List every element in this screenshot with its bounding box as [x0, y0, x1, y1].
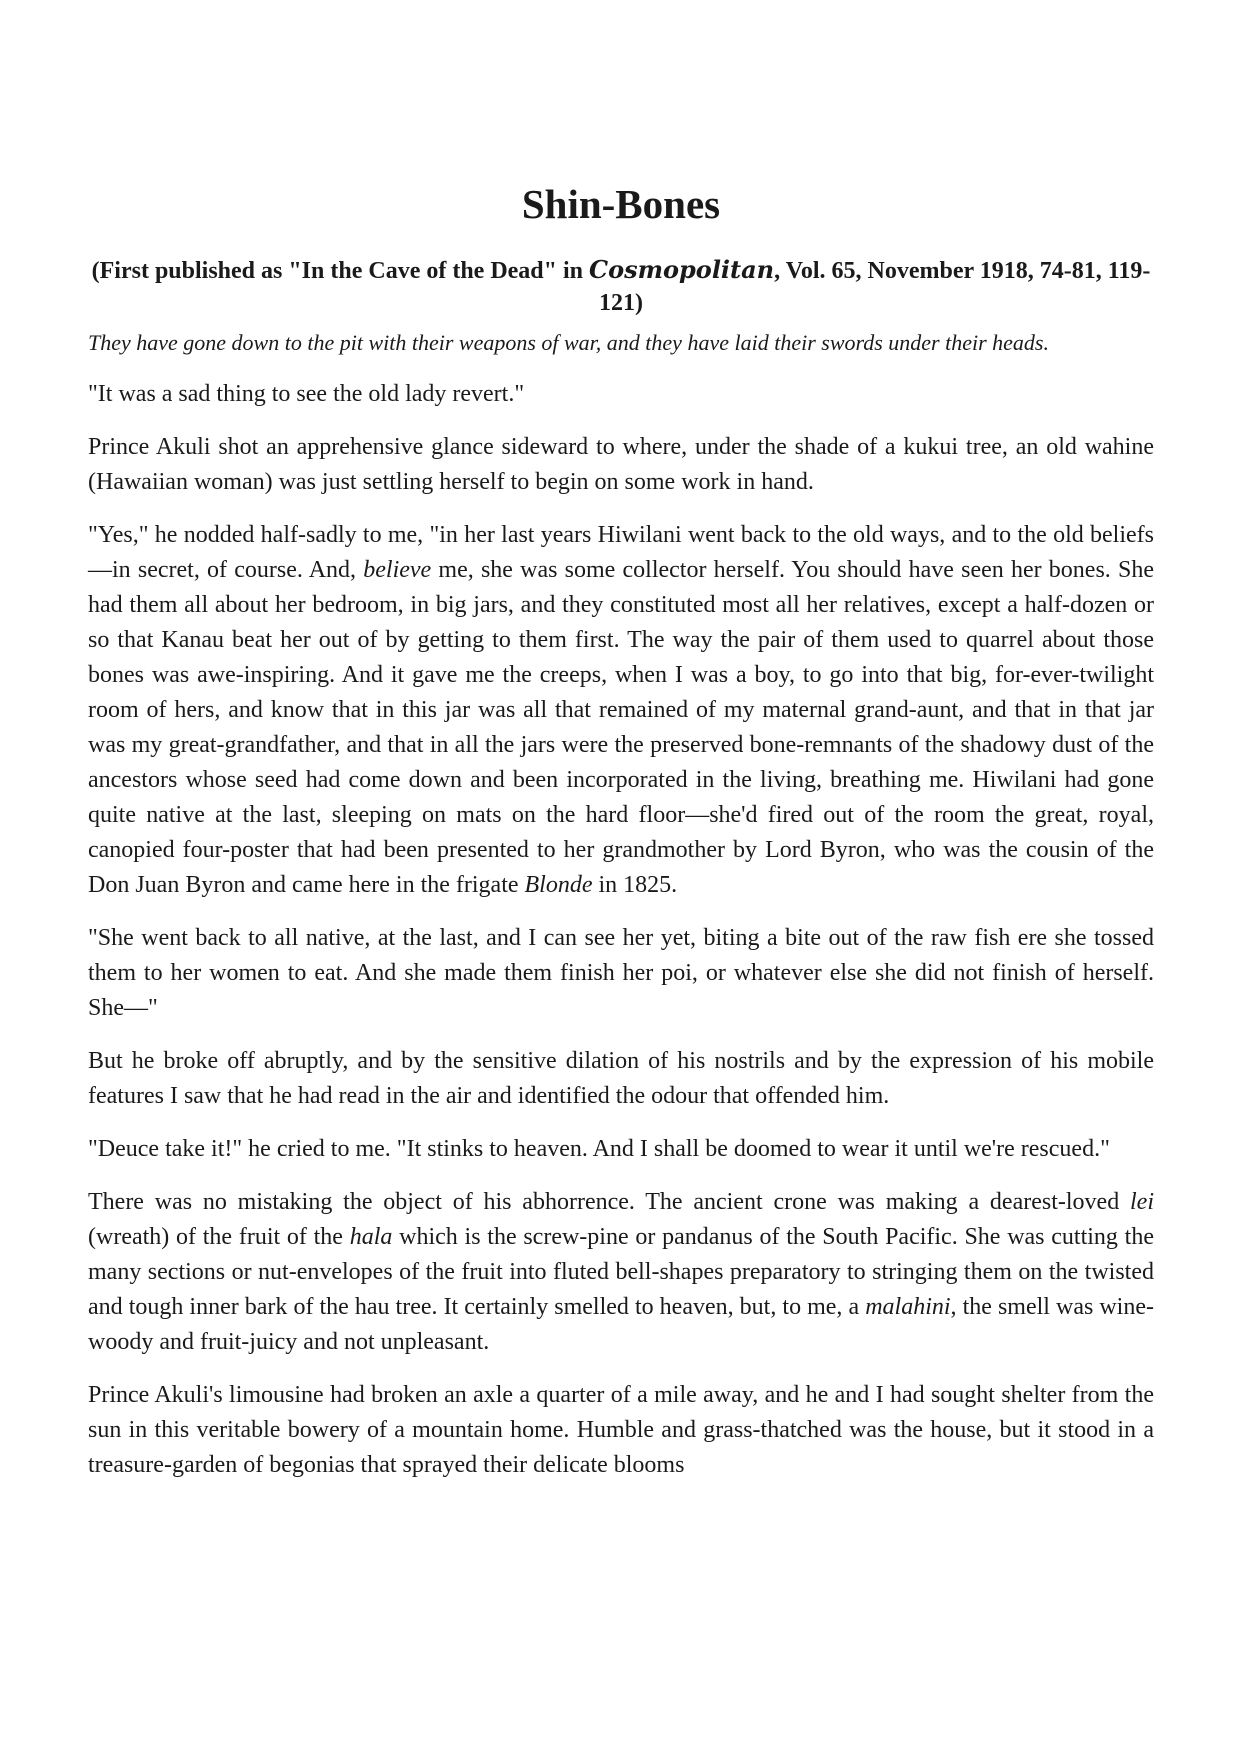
- paragraph: [88, 377, 1154, 412]
- publication-note: [88, 254, 1154, 319]
- paragraph: [88, 518, 1154, 903]
- document-title: Shin-Bones: [521, 181, 721, 227]
- paragraph: [88, 1044, 1154, 1114]
- text-run: in 1825.: [592, 872, 678, 898]
- publication-note-prefix: (First published as "In the Cave of the Dead" in: [91, 258, 589, 284]
- body-text: [88, 377, 1154, 1483]
- magazine-name: Cosmopolitan: [589, 255, 775, 284]
- text-run: "She went back to all native, at the last, and I can see her yet, biting a bite out of the raw fish ere she tossed them to her women to eat. And she made them finish her poi, or whatever else she did not finish of herself. She—": [88, 925, 1154, 1021]
- italic-term: believe: [363, 557, 432, 583]
- text-run: "Yes," he nodded half-sadly to me, "in her last years Hiwilani went back to the old ways, and to the old beliefs—in secret, of course. And,: [88, 522, 1154, 583]
- text-run: Prince Akuli's limousine had broken an axle a quarter of a mile away, and he and I had sought shelter from the sun in this veritable bowery of a mountain home. Humble and grass-thatched was the house, but it stood in a treasure-garden of begonias that sprayed their delicate blooms: [88, 1382, 1154, 1478]
- text-run: which is the screw-pine or pandanus of the South Pacific. She was cutting the many sections or nut-envelopes of the fruit into fluted bell-shapes preparatory to stringing them on the twisted and tough inner bark of the hau tree. It certainly smelled to heaven, but, to me, a: [88, 1224, 1154, 1320]
- text-run: Prince Akuli shot an apprehensive glance sideward to where, under the shade of a kukui tree, an old wahine (Hawaiian woman) was just settling herself to begin on some work in hand.: [88, 434, 1154, 495]
- paragraph: [88, 921, 1154, 1026]
- document-page: [88, 180, 1154, 1483]
- text-run: , the smell was wine-woody and fruit-juicy and not unpleasant.: [88, 1294, 1154, 1355]
- paragraph: [88, 1378, 1154, 1483]
- text-run: (wreath) of the fruit of the: [88, 1224, 350, 1250]
- text-run: me, she was some collector herself. You should have seen her bones. She had them all about her bedroom, in big jars, and they constituted most all her relatives, except a half-dozen or so that Kanau beat her out of by getting to them first. The way the pair of them used to quarrel about those bones was awe-inspiring. And it gave me the creeps, when I was a boy, to go into that big, for-ever-twilight room of hers, and know that in this jar was all that remained of my maternal grand-aunt, and that in that jar was my great-grandfather, and that in all the jars were the preserved bone-remnants of the shadowy dust of the ancestors whose seed had come down and been incorporated in the living, breathing me. Hiwilani had gone quite native at the last, sleeping on mats on the hard floor—she'd fired out of the room the great, royal, canopied four-poster that had been presented to her grandmother by Lord Byron, who was the cousin of the Don Juan Byron and came here in the frigate: [88, 557, 1154, 898]
- publication-note-suffix: , Vol. 65, November 1918, 74-81, 119-121): [599, 258, 1151, 316]
- italic-term: lei: [1130, 1189, 1154, 1215]
- italic-term: malahini: [865, 1294, 951, 1320]
- paragraph: [88, 430, 1154, 500]
- italic-term: hala: [349, 1224, 393, 1250]
- text-run: "Deuce take it!" he cried to me. "It stinks to heaven. And I shall be doomed to wear it until we're rescued.": [88, 1136, 1110, 1162]
- paragraph: [88, 1132, 1154, 1167]
- italic-term: Blonde: [524, 872, 593, 898]
- text-run: "It was a sad thing to see the old lady revert.": [88, 381, 525, 407]
- epigraph: They have gone down to the pit with their weapons of war, and they have laid their swords under their heads.: [88, 330, 1049, 355]
- text-run: There was no mistaking the object of his abhorrence. The ancient crone was making a dearest-loved: [88, 1189, 1130, 1215]
- paragraph: [88, 1185, 1154, 1360]
- text-run: But he broke off abruptly, and by the sensitive dilation of his nostrils and by the expression of his mobile features I saw that he had read in the air and identified the odour that offended him.: [88, 1048, 1154, 1109]
